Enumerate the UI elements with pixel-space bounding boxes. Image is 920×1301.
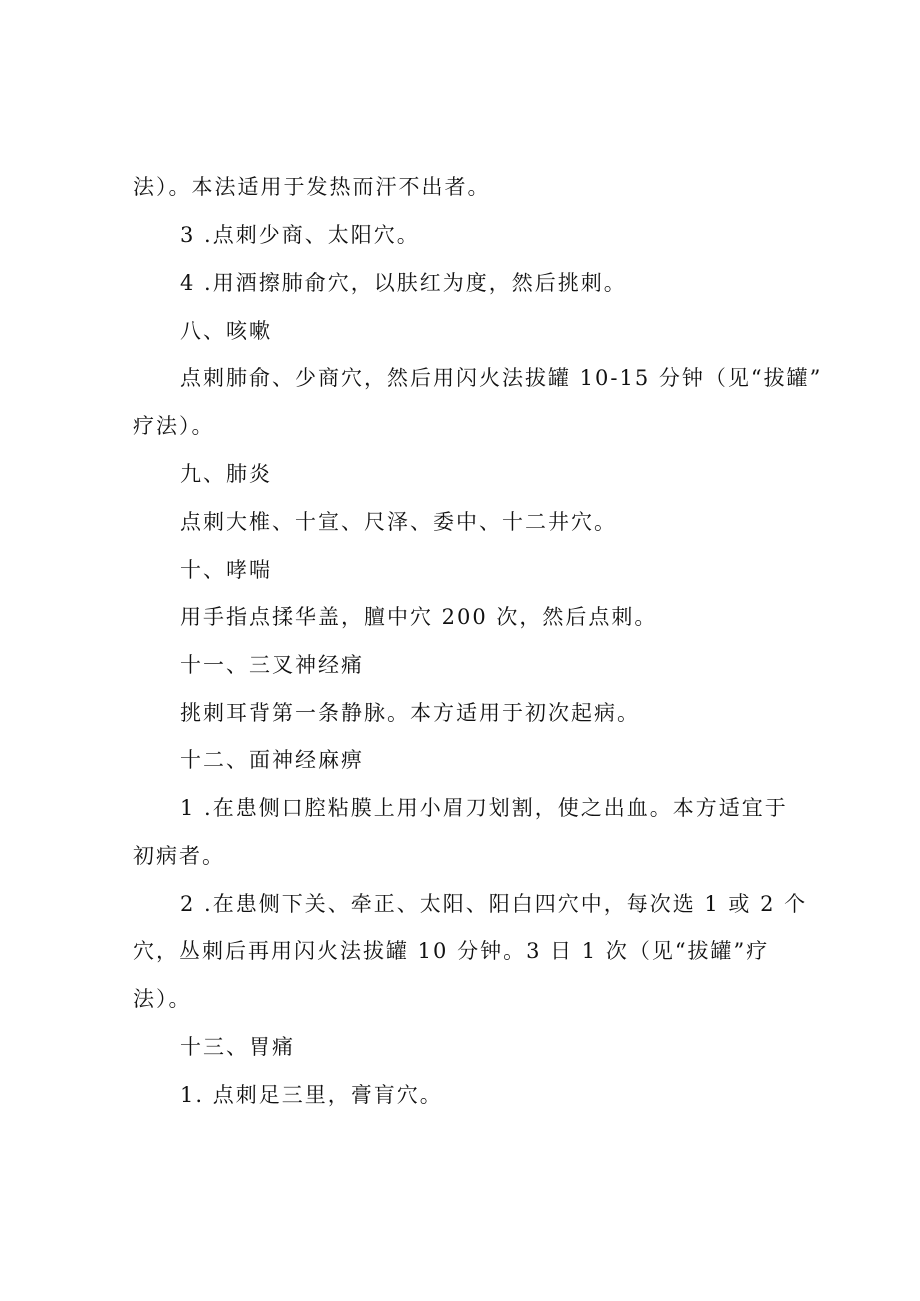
text-line: 点刺大椎、十宣、尺泽、委中、十二井穴。: [180, 510, 617, 534]
text-line: 法）。: [133, 987, 192, 1011]
text-line: 2 .在患侧下关、牵正、太阳、阳白四穴中，每次选 1 或 2 个: [180, 892, 808, 916]
section-heading: 八、咳嗽: [180, 319, 272, 343]
text-line: 4 .用酒擦肺俞穴，以肤红为度，然后挑刺。: [180, 271, 627, 295]
text-line: 1. 点刺足三里，膏肓穴。: [180, 1083, 443, 1107]
text-line: 初病者。: [133, 844, 225, 868]
section-heading: 九、肺炎: [180, 462, 272, 486]
section-heading: 十三、胃痛: [180, 1035, 295, 1059]
text-line: 1 .在患侧口腔粘膜上用小眉刀划割，使之出血。本方适宜于: [180, 796, 788, 820]
text-line: 疗法）。: [133, 414, 215, 438]
section-heading: 十、哮喘: [180, 558, 272, 582]
text-line: 挑刺耳背第一条静脉。本方适用于初次起病。: [180, 701, 640, 725]
text-line: 3 .点刺少商、太阳穴。: [180, 223, 420, 247]
text-line: 法）。本法适用于发热而汗不出者。: [133, 175, 491, 199]
section-heading: 十二、面神经麻痹: [180, 748, 364, 772]
text-line: 点刺肺俞、少商穴，然后用闪火法拔罐 10-15 分钟（见“拔罐”: [180, 366, 823, 390]
text-line: 穴，丛刺后再用闪火法拔罐 10 分钟。3 日 1 次（见“拔罐”疗: [133, 939, 770, 963]
section-heading: 十一、三叉神经痛: [180, 653, 364, 677]
text-line: 用手指点揉华盖，膻中穴 200 次，然后点刺。: [180, 605, 658, 629]
